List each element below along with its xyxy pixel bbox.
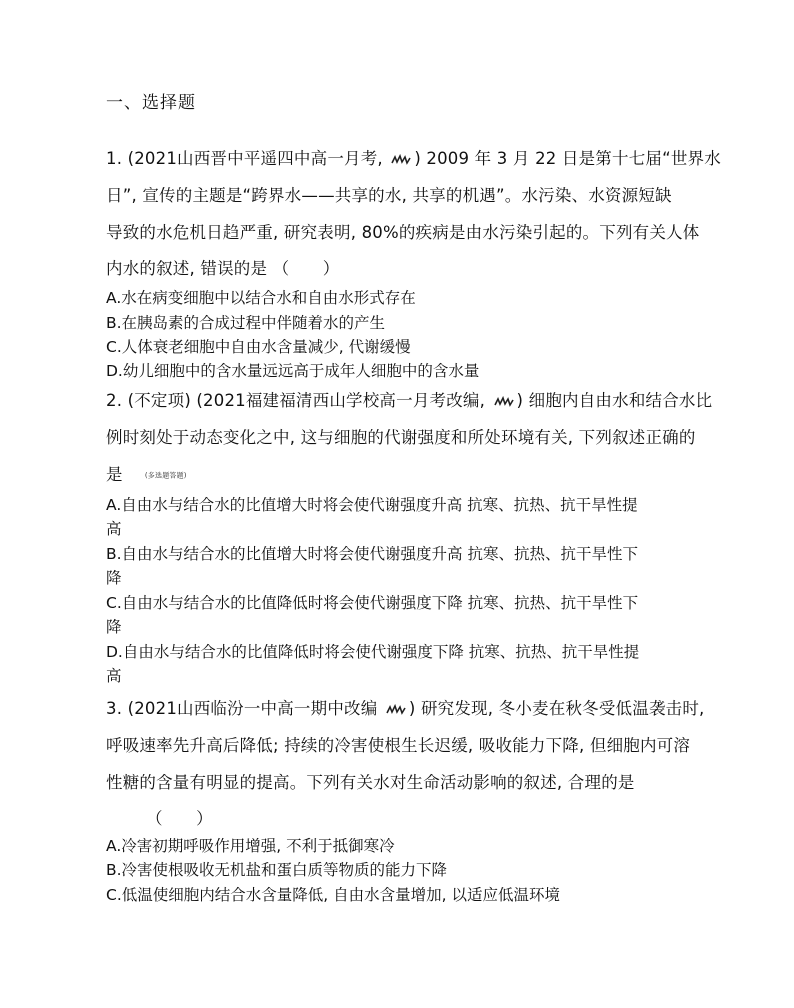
q3-answer-brackets: （ ） — [146, 809, 213, 828]
q2-option-a-cont: 高 — [106, 520, 122, 538]
q2-option-d[interactable]: D.自由水与结合水的比值降低时将会使代谢强度下降 抗寒、抗热、抗干旱性提 — [106, 643, 640, 661]
q2-line-3 — [106, 461, 187, 485]
q2-option-d-cont: 高 — [106, 667, 122, 685]
difficulty-stars-icon — [493, 396, 515, 408]
q2-option-b[interactable]: B.自由水与结合水的比值增大时将会使代谢强度升高 抗寒、抗热、抗干旱性下 — [106, 545, 638, 563]
q1-line-4: 内水的叙述, 错误的是 （ ） — [106, 259, 340, 278]
q3-line-3: 性糖的含量有明显的提高。下列有关水对生命活动影响的叙述, 合理的是 — [106, 773, 635, 792]
q1-option-d[interactable]: D.幼儿细胞中的含水量远远高于成年人细胞中的含水量 — [106, 362, 480, 380]
q2-answer-note: (多选题答题) — [144, 471, 187, 480]
q3-option-b[interactable]: B.冷害使根吸收无机盐和蛋白质等物质的能力下降 — [106, 861, 448, 879]
q3-stem-start: ) 研究发现, 冬小麦在秋冬受低温袭击时, — [408, 699, 705, 718]
q2-option-c[interactable]: C.自由水与结合水的比值降低时将会使代谢强度下降 抗寒、抗热、抗干旱性下 — [106, 594, 639, 612]
q3-source: 3. (2021山西临汾一中高一期中改编 — [106, 699, 383, 718]
q3-option-c[interactable]: C.低温使细胞内结合水含量降低, 自由水含量增加, 以适应低温环境 — [106, 886, 560, 904]
section-title: 一、选择题 — [106, 93, 196, 113]
q1-option-b[interactable]: B.在胰岛素的合成过程中伴随着水的产生 — [106, 314, 386, 332]
q2-stem-start: ) 细胞内自由水和结合水比 — [516, 391, 713, 410]
q2-line-1 — [106, 387, 712, 411]
q3-option-a[interactable]: A.冷害初期呼吸作用增强, 不利于抵御寒冷 — [106, 837, 395, 855]
q1-line-2: 日”, 宣传的主题是“跨界水——共享的水, 共享的机遇”。水污染、水资源短缺 — [106, 186, 672, 205]
q1-option-c[interactable]: C.人体衰老细胞中自由水含量减少, 代谢缓慢 — [106, 338, 411, 356]
q1-source: 1. (2021山西晋中平遥四中高一月考, — [106, 149, 389, 168]
q1-line-3: 导致的水危机日趋严重, 研究表明, 80%的疾病是由水污染引起的。下列有关人体 — [106, 223, 700, 242]
difficulty-stars-icon — [385, 704, 407, 716]
q1-stem-start: ) 2009 年 3 月 22 日是第十七届“世界水 — [414, 149, 721, 168]
q2-option-b-cont: 降 — [106, 569, 122, 587]
q2-option-a[interactable]: A.自由水与结合水的比值增大时将会使代谢强度升高 抗寒、抗热、抗干旱性提 — [106, 496, 638, 514]
q1-option-a[interactable]: A.水在病变细胞中以结合水和自由水形式存在 — [106, 289, 416, 307]
difficulty-stars-icon — [390, 154, 412, 166]
q2-stem-end: 是 — [106, 465, 140, 484]
q3-line-1 — [106, 695, 705, 719]
q1-line-1 — [106, 145, 721, 169]
q2-source: 2. (不定项) (2021福建福清西山学校高一月考改编, — [106, 391, 491, 410]
q3-line-2: 呼吸速率先升高后降低; 持续的冷害使根生长迟缓, 吸收能力下降, 但细胞内可溶 — [106, 736, 691, 755]
q2-option-c-cont: 降 — [106, 618, 122, 636]
q2-line-2: 例时刻处于动态变化之中, 这与细胞的代谢强度和所处环境有关, 下列叙述正确的 — [106, 428, 696, 447]
